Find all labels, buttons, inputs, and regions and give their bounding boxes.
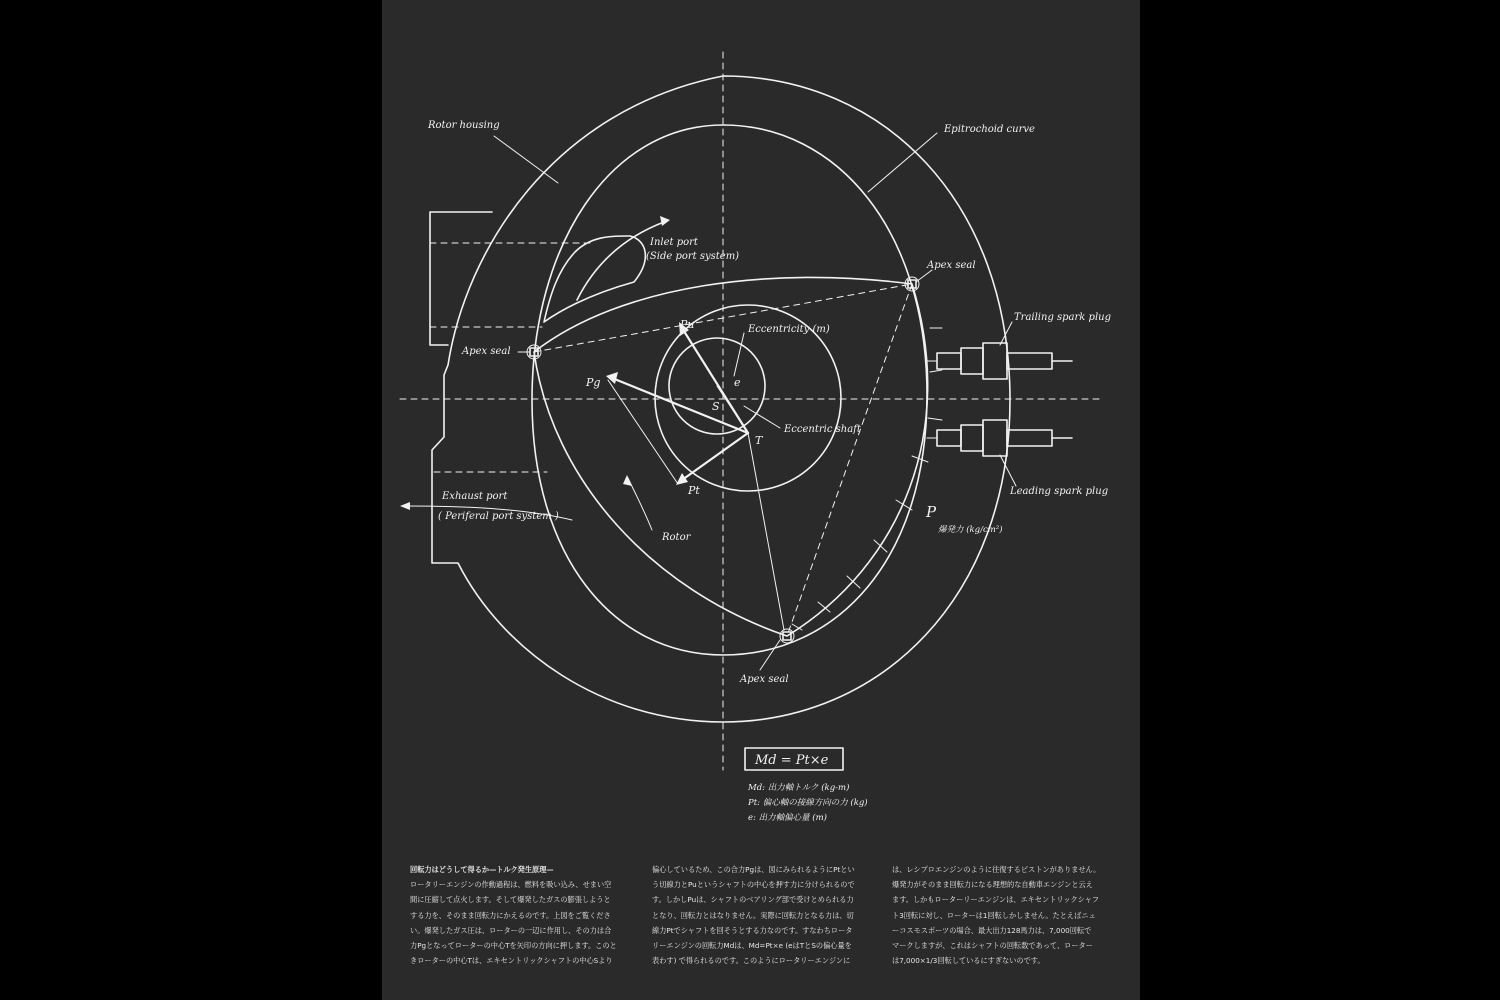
label-exhaust-port-sub: ( Periferal port system ): [438, 511, 559, 522]
col1-line: い。爆発したガス圧は、ローターの一辺に作用し、その力は合: [410, 925, 612, 935]
label-pu: Pu: [680, 318, 695, 331]
legend-md: Md: 出力軸トルク (kg-m): [748, 783, 850, 793]
col1-line: する力を、そのまま回転力にかえるのです。上図をご覧くださ: [410, 910, 611, 920]
label-leading-spark-plug: Leading spark plug: [1010, 486, 1109, 497]
label-trailing-spark-plug: Trailing spark plug: [1014, 312, 1111, 323]
label-eccentric-shaft: Eccentric shaft: [784, 424, 861, 435]
poster: [382, 0, 1140, 1000]
legend-e: e: 出力軸偏心量 (m): [748, 813, 827, 823]
vector-pg-head: [606, 372, 618, 384]
rotor-radius-line: [748, 433, 784, 630]
exhaust-arrow-head: [400, 502, 410, 510]
col1-line: ロータリーエンジンの作動過程は、燃料を吸い込み、せまい空: [410, 880, 612, 890]
leader-rotor-housing: [494, 136, 558, 183]
article-heading: 回転力はどうして得るか—トルク発生原理—: [410, 865, 554, 874]
label-rotor-housing: Rotor housing: [428, 120, 500, 131]
vector-pt: [682, 433, 748, 480]
leader-apex-bottom: [760, 640, 780, 670]
pressure-arrows: [792, 328, 942, 630]
inlet-arrow-head: [660, 216, 670, 226]
col2-line: リーエンジンの回転力Mdは、Md=Pt×e (eはTとSの偏心量を: [652, 941, 852, 951]
rotation-arrow-head: [623, 475, 632, 486]
label-pg: Pg: [586, 376, 601, 389]
epitrochoid-curve: [532, 125, 927, 655]
label-inlet-port: Inlet port: [650, 237, 698, 248]
label-eccentricity: Eccentricity (m): [748, 324, 830, 335]
vector-pg: [612, 378, 748, 433]
col2-line: う切線力とPuというシャフトの中心を押す力に分けられるので: [652, 880, 855, 890]
leading-spark-plug: [927, 420, 1072, 456]
col3-line: ます。しかもローターリーエンジンは、エキセントリックシャフ: [892, 895, 1100, 905]
housing-port-block: [430, 212, 492, 345]
label-inlet-port-sub: (Side port system): [646, 251, 740, 262]
pg-component-line: [608, 380, 678, 484]
legend-pt: Pt: 偏心軸の接線方向の力 (kg): [748, 798, 868, 808]
col3-line: ト3回転に対し、ローターは1回転しかしません。たとえばニュ: [892, 910, 1096, 920]
label-e: e: [734, 376, 741, 389]
col1-line: 力Pgとなってローターの中心Tを矢印の方向に押します。このと: [410, 941, 617, 951]
text-column-3: [892, 862, 1122, 968]
col3-line: は7,000×1/3回転しているにすぎないのです。: [892, 956, 1045, 966]
formula: Md = Pt×e: [755, 753, 829, 768]
label-exhaust-port: Exhaust port: [442, 491, 508, 502]
label-apex-seal-left: Apex seal: [462, 346, 511, 357]
trailing-spark-plug: [927, 343, 1072, 379]
col3-line: 爆発力がそのまま回転力になる理想的な自動車エンジンと云え: [892, 880, 1093, 890]
label-pt: Pt: [688, 484, 700, 497]
inlet-port: [544, 236, 645, 322]
col1-line: きローターの中心Tは、エキセントリックシャフトの中心Sより: [410, 956, 613, 966]
col2-line: 表わす) で得られるのです。このようにロータリーエンジンに: [652, 956, 851, 966]
col2-line: 線力Ptでシャフトを回そうとする力なのです。すなわちロータ: [652, 925, 853, 935]
label-epitrochoid-curve: Epitrochoid curve: [944, 124, 1035, 135]
label-pressure: P: [926, 503, 937, 521]
col2-line: す。しかしPuは、シャフトのベアリング部で受けとめられる力: [652, 895, 854, 905]
label-apex-seal-bottom: Apex seal: [740, 674, 789, 685]
leader-apex-top: [916, 270, 932, 282]
rotor-chord-b: [787, 284, 912, 636]
label-rotor: Rotor: [662, 532, 691, 543]
label-s: S: [712, 400, 720, 413]
label-apex-seal-top: Apex seal: [927, 260, 976, 271]
leader-eccentricity: [734, 333, 744, 376]
col3-line: は、レシプロエンジンのように往復するピストンがありません。: [892, 865, 1101, 874]
col1-line: 間に圧縮して点火します。そして爆発したガスの膨張しようと: [410, 895, 611, 905]
col3-line: ーコスモスポーツの場合、最大出力128馬力は、7,000回転で: [892, 925, 1092, 935]
label-pressure-unit: 爆発力 (kg/cm²): [938, 525, 1003, 535]
label-t: T: [755, 434, 763, 447]
rotor: [534, 277, 928, 636]
rotary-engine-diagram: [382, 0, 1140, 1000]
col2-line: 偏心しているため、この合力Pgは、図にみられるようにPtとい: [652, 865, 855, 874]
text-column-1: [410, 862, 640, 968]
text-column-2: [652, 862, 882, 968]
col2-line: となり、回転力とはなりません。実際に回転力となる力は、切: [652, 910, 854, 920]
leader-eccentric-shaft: [744, 406, 780, 428]
col3-line: マークしますが、これはシャフトの回転数であって、ローター: [892, 941, 1093, 951]
